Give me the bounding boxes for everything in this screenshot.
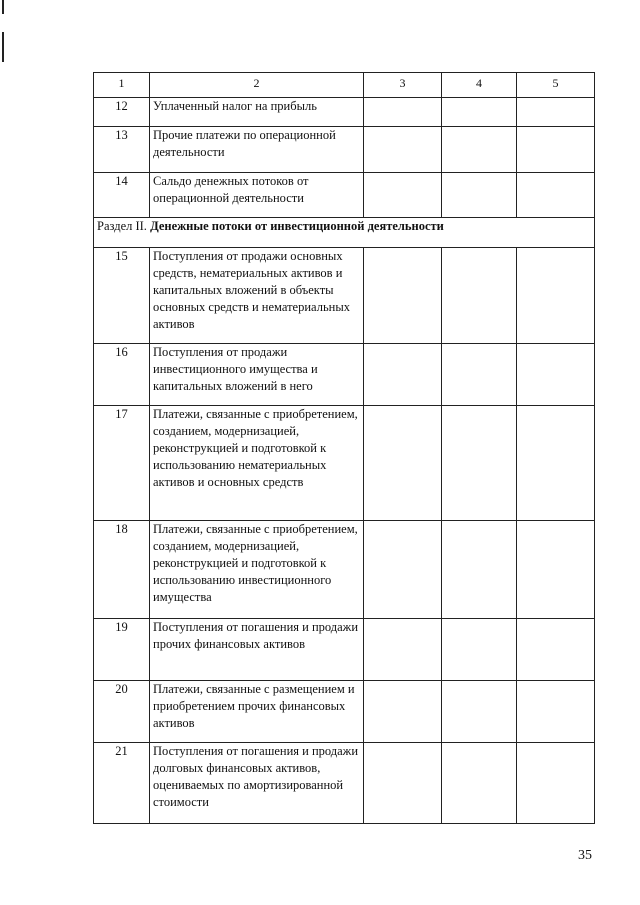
table-row (94, 743, 595, 824)
row-number: 12 (94, 98, 150, 127)
value-cell (517, 98, 595, 127)
value-cell (364, 743, 442, 824)
value-cell (364, 344, 442, 406)
section-prefix: Раздел II. (97, 219, 147, 233)
value-cell (442, 173, 517, 218)
row-number: 16 (94, 344, 150, 406)
margin-mark (2, 32, 4, 62)
column-header-2: 2 (150, 73, 364, 98)
value-cell (517, 521, 595, 619)
value-cell (442, 406, 517, 521)
value-cell (517, 681, 595, 743)
table-row (94, 344, 595, 406)
column-header-5: 5 (517, 73, 595, 98)
value-cell (442, 344, 517, 406)
value-cell (517, 173, 595, 218)
row-number: 13 (94, 127, 150, 173)
value-cell (364, 406, 442, 521)
section-heading (94, 218, 595, 248)
value-cell (364, 681, 442, 743)
row-number: 15 (94, 248, 150, 344)
value-cell (517, 406, 595, 521)
value-cell (517, 344, 595, 406)
margin-mark (2, 0, 4, 14)
value-cell (442, 743, 517, 824)
value-cell (442, 619, 517, 681)
table-row (94, 127, 595, 173)
header-row (94, 73, 595, 98)
row-label: Платежи, связанные с приобретением, созданием, модернизацией, реконструкцией и подготовкой к использованию нематериальных активов и основных средств (150, 406, 364, 521)
row-number: 20 (94, 681, 150, 743)
row-number: 21 (94, 743, 150, 824)
table-row (94, 98, 595, 127)
value-cell (442, 681, 517, 743)
row-label: Поступления от погашения и продажи долговых финансовых активов, оцениваемых по амортизированной стоимости (150, 743, 364, 824)
row-label: Поступления от продажи основных средств, нематериальных активов и капитальных вложений в объекты основных средств и нематериальных активов (150, 248, 364, 344)
column-header-4: 4 (442, 73, 517, 98)
table-row (94, 173, 595, 218)
value-cell (442, 98, 517, 127)
value-cell (517, 743, 595, 824)
value-cell (364, 521, 442, 619)
value-cell (364, 619, 442, 681)
value-cell (364, 248, 442, 344)
section-title: Денежные потоки от инвестиционной деятельности (150, 219, 444, 233)
column-header-1: 1 (94, 73, 150, 98)
value-cell (364, 98, 442, 127)
table-row (94, 681, 595, 743)
table-row (94, 619, 595, 681)
value-cell (364, 173, 442, 218)
section-row (94, 218, 595, 248)
row-label: Уплаченный налог на прибыль (150, 98, 364, 127)
table-row (94, 248, 595, 344)
value-cell (442, 521, 517, 619)
row-label: Поступления от погашения и продажи прочих финансовых активов (150, 619, 364, 681)
row-label: Поступления от продажи инвестиционного имущества и капитальных вложений в него (150, 344, 364, 406)
table-row (94, 406, 595, 521)
row-label: Сальдо денежных потоков от операционной деятельности (150, 173, 364, 218)
table-row (94, 521, 595, 619)
value-cell (442, 248, 517, 344)
row-label: Прочие платежи по операционной деятельности (150, 127, 364, 173)
value-cell (442, 127, 517, 173)
row-label: Платежи, связанные с приобретением, созданием, модернизацией, реконструкцией и подготовкой к использованию инвестиционного имущества (150, 521, 364, 619)
cash-flow-table (93, 72, 595, 824)
column-header-3: 3 (364, 73, 442, 98)
value-cell (517, 127, 595, 173)
value-cell (364, 127, 442, 173)
row-number: 18 (94, 521, 150, 619)
row-label: Платежи, связанные с размещением и приобретением прочих финансовых активов (150, 681, 364, 743)
row-number: 19 (94, 619, 150, 681)
page-number: 35 (578, 848, 592, 863)
value-cell (517, 248, 595, 344)
row-number: 14 (94, 173, 150, 218)
row-number: 17 (94, 406, 150, 521)
value-cell (517, 619, 595, 681)
